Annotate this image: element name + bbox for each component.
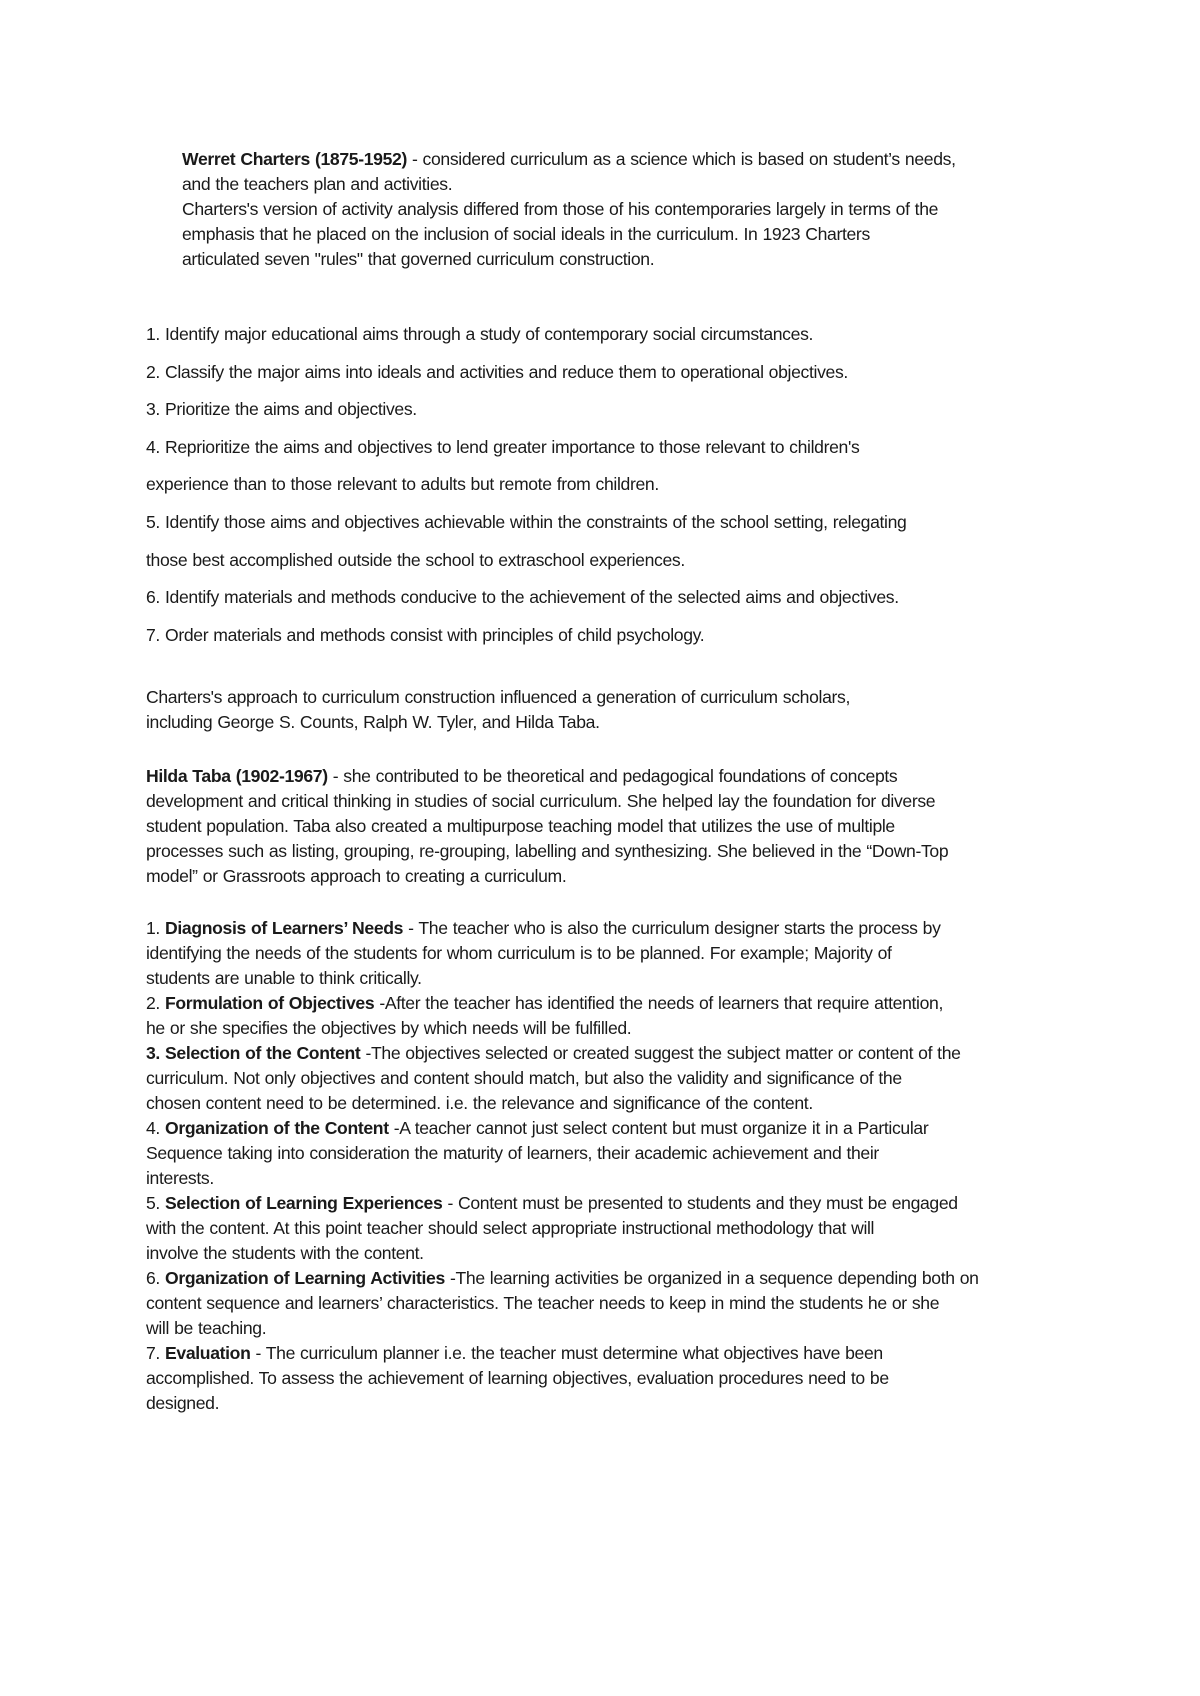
rule-line: those best accomplished outside the school to extraschool experiences. [146, 549, 685, 570]
rule-line: 7. Order materials and methods consist with principles of child psychology. [146, 624, 705, 645]
step-line: 7. Evaluation - The curriculum planner i.e. the teacher must determine what objectives have been [146, 1343, 883, 1363]
step-title: Diagnosis of Learners’ Needs [165, 918, 404, 938]
taba-intro-line: Hilda Taba (1902-1967) - she contributed to be theoretical and pedagogical foundations of concepts [146, 766, 898, 786]
influence-line: including George S. Counts, Ralph W. Tyler, and Hilda Taba. [146, 712, 600, 732]
step-line: 4. Organization of the Content -A teacher cannot just select content but must organize it in a Particular [146, 1118, 929, 1138]
rule-line: 4. Reprioritize the aims and objectives to lend greater importance to those relevant to children's [146, 436, 860, 457]
step-line: will be teaching. [146, 1318, 267, 1338]
rule-line: experience than to those relevant to adults but remote from children. [146, 474, 659, 495]
step-line: identifying the needs of the students for whom curriculum is to be planned. For example; Majority of [146, 943, 892, 963]
taba-intro-line: model” or Grassroots approach to creating a curriculum. [146, 866, 567, 886]
step-line: Sequence taking into consideration the maturity of learners, their academic achievement and their [146, 1143, 879, 1163]
taba-steps-list [146, 916, 979, 1416]
rule-line: 6. Identify materials and methods conducive to the achievement of the selected aims and objectives. [146, 587, 899, 608]
charters-intro [182, 147, 956, 272]
step-line: with the content. At this point teacher should select appropriate instructional methodology that will [146, 1218, 875, 1238]
step-line: involve the students with the content. [146, 1243, 424, 1263]
charters-influence [146, 685, 850, 735]
rule-line: 5. Identify those aims and objectives achievable within the constraints of the school setting, relegating [146, 511, 907, 532]
charters-intro-line: Charters's version of activity analysis differed from those of his contemporaries largely in terms of the [182, 199, 939, 219]
step-title: Organization of the Content [165, 1118, 389, 1138]
taba-intro-line: student population. Taba also created a multipurpose teaching model that utilizes the use of multiple [146, 816, 895, 836]
step-line: accomplished. To assess the achievement of learning objectives, evaluation procedures need to be [146, 1368, 889, 1388]
step-line: 1. Diagnosis of Learners’ Needs - The teacher who is also the curriculum designer starts the process by [146, 918, 941, 938]
step-title: Evaluation [165, 1343, 251, 1363]
charters-intro-line: and the teachers plan and activities. [182, 174, 453, 194]
charters-intro-line: articulated seven "rules" that governed curriculum construction. [182, 249, 655, 269]
rule-line: 3. Prioritize the aims and objectives. [146, 399, 417, 420]
step-title: Formulation of Objectives [165, 993, 375, 1013]
step-line: content sequence and learners’ characteristics. The teacher needs to keep in mind the students he or she [146, 1293, 940, 1313]
step-title: Organization of Learning Activities [165, 1268, 445, 1288]
step-line: curriculum. Not only objectives and content should match, but also the validity and significance of the [146, 1068, 902, 1088]
step-line: students are unable to think critically. [146, 968, 422, 988]
taba-intro-line: development and critical thinking in studies of social curriculum. She helped lay the foundation for diverse [146, 791, 936, 811]
taba-name: Hilda Taba (1902-1967) [146, 766, 328, 786]
rule-line: 1. Identify major educational aims through a study of contemporary social circumstances. [146, 324, 814, 344]
taba-intro [146, 764, 948, 889]
step-title: Selection of Learning Experiences [165, 1193, 443, 1213]
charters-name: Werret Charters (1875-1952) [182, 149, 407, 169]
step-line: designed. [146, 1393, 220, 1413]
step-line: 6. Organization of Learning Activities -The learning activities be organized in a sequence depending both on [146, 1268, 979, 1288]
step-line: chosen content need to be determined. i.e. the relevance and significance of the content. [146, 1093, 813, 1113]
step-line: 2. Formulation of Objectives -After the teacher has identified the needs of learners that require attention, [146, 993, 944, 1013]
step-line: interests. [146, 1168, 214, 1188]
step-title: Selection of the Content [165, 1043, 361, 1063]
rule-line: 2. Classify the major aims into ideals and activities and reduce them to operational objectives. [146, 361, 848, 382]
step-line: 5. Selection of Learning Experiences - Content must be presented to students and they must be engaged [146, 1193, 958, 1213]
taba-intro-line: processes such as listing, grouping, re-grouping, labelling and synthesizing. She believed in the “Down-Top [146, 841, 949, 861]
charters-rules-list [146, 322, 906, 660]
step-line: he or she specifies the objectives by which needs will be fulfilled. [146, 1018, 632, 1038]
charters-intro-line: Werret Charters (1875-1952) - considered curriculum as a science which is based on student’s needs, [182, 149, 956, 169]
step-line: 3. Selection of the Content -The objectives selected or created suggest the subject matter or content of the [146, 1043, 961, 1063]
charters-intro-line: emphasis that he placed on the inclusion of social ideals in the curriculum. In 1923 Charters [182, 224, 870, 244]
influence-line: Charters's approach to curriculum construction influenced a generation of curriculum scholars, [146, 687, 850, 707]
